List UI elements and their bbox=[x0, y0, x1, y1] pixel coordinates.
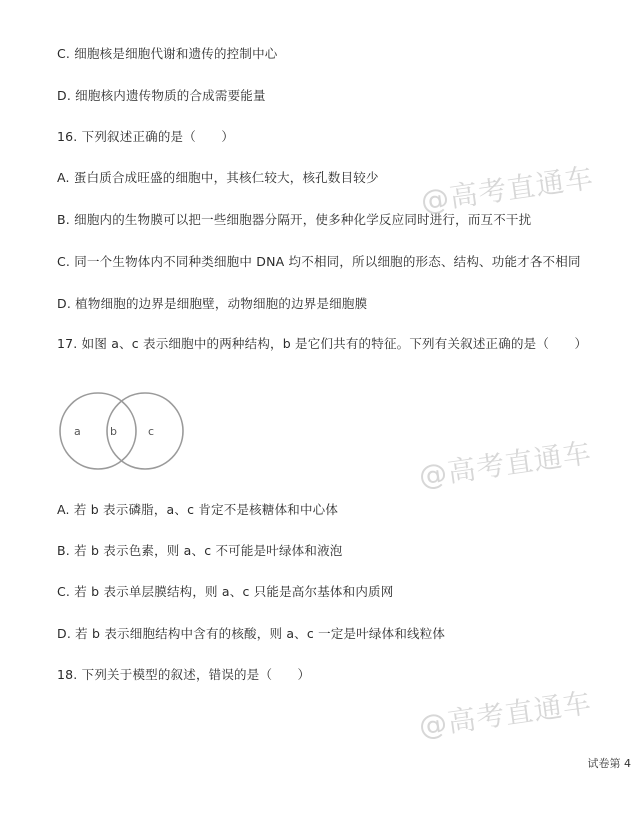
option-b-q17: B. 若 b 表示色素，则 a、c 不可能是叶绿体和液泡 bbox=[57, 543, 343, 558]
option-a-q17: A. 若 b 表示磷脂，a、c 肯定不是核糖体和中心体 bbox=[57, 502, 339, 517]
question-18: 18. 下列关于模型的叙述，错误的是（ ） bbox=[57, 667, 311, 682]
option-c-q17: C. 若 b 表示单层膜结构，则 a、c 只能是高尔基体和内质网 bbox=[57, 584, 394, 599]
question-16: 16. 下列叙述正确的是（ ） bbox=[57, 129, 235, 144]
venn-label-b: b bbox=[110, 425, 117, 438]
venn-label-a: a bbox=[74, 425, 81, 438]
option-c-q15: C. 细胞核是细胞代谢和遗传的控制中心 bbox=[57, 46, 278, 61]
watermark-middle: @高考直通车 bbox=[416, 436, 594, 493]
option-d-q15: D. 细胞核内遗传物质的合成需要能量 bbox=[57, 88, 266, 103]
option-c-q16: C. 同一个生物体内不同种类细胞中 DNA 均不相同，所以细胞的形态、结构、功能才各不相同 bbox=[57, 254, 581, 269]
option-b-q16: B. 细胞内的生物膜可以把一些细胞器分隔开，使多种化学反应同时进行，而互不干扰 bbox=[57, 212, 532, 227]
question-17: 17. 如图 a、c 表示细胞中的两种结构，b 是它们共有的特征。下列有关叙述正确的是（ ） bbox=[57, 336, 588, 351]
option-d-q17: D. 若 b 表示细胞结构中含有的核酸，则 a、c 一定是叶绿体和线粒体 bbox=[57, 626, 446, 641]
option-d-q16: D. 植物细胞的边界是细胞壁，动物细胞的边界是细胞膜 bbox=[57, 296, 368, 311]
option-a-q16: A. 蛋白质合成旺盛的细胞中，其核仁较大，核孔数目较少 bbox=[57, 170, 379, 185]
venn-diagram bbox=[58, 388, 188, 478]
venn-circle-left bbox=[60, 393, 136, 469]
watermark-top: @高考直通车 bbox=[418, 161, 596, 218]
venn-circle-right bbox=[107, 393, 183, 469]
venn-label-c: c bbox=[148, 425, 155, 438]
page-footer: 试卷第 4 bbox=[587, 757, 631, 770]
watermark-bottom: @高考直通车 bbox=[416, 686, 594, 743]
